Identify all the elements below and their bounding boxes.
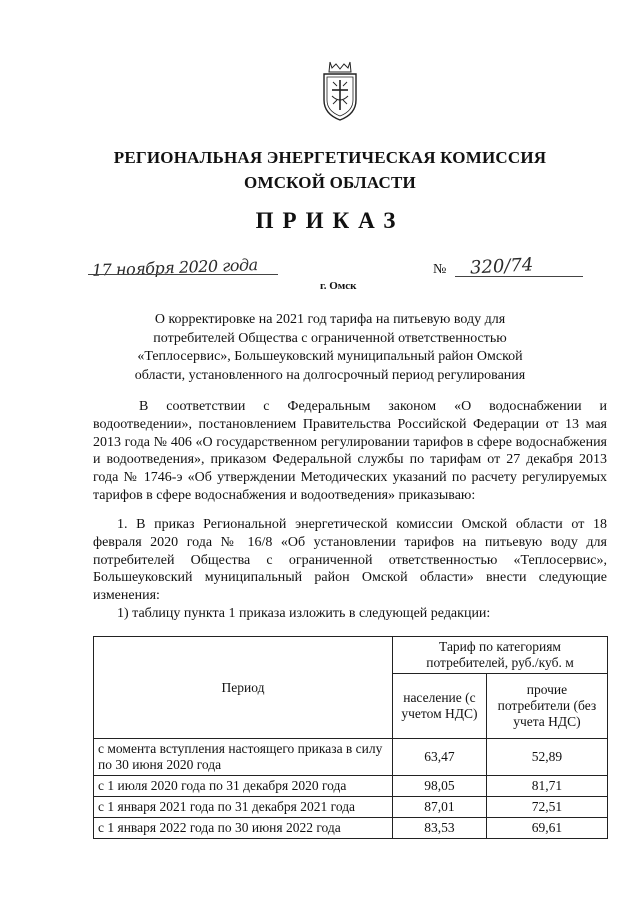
row-period: с 1 июля 2020 года по 31 декабря 2020 года	[94, 776, 393, 797]
paragraph-subitem-1: 1) таблицу пункта 1 приказа изложить в следующей редакции:	[117, 606, 491, 621]
city-label: г. Омск	[320, 280, 357, 292]
row-population-value: 83,53	[393, 818, 487, 839]
table-row	[94, 818, 608, 839]
tariff-table	[93, 636, 608, 839]
omsk-coat-of-arms-icon	[318, 60, 362, 122]
row-other-value: 52,89	[486, 739, 607, 776]
number-label: №	[433, 262, 447, 277]
table-row	[94, 776, 608, 797]
header-population: население (с учетом НДС)	[393, 674, 487, 739]
row-other-value: 81,71	[486, 776, 607, 797]
row-period: с 1 января 2021 года по 31 декабря 2021 года	[94, 797, 393, 818]
row-period: с 1 января 2022 года по 30 июня 2022 года	[94, 818, 393, 839]
row-population-value: 87,01	[393, 797, 487, 818]
row-period: с момента вступления настоящего приказа в силу по 30 июня 2020 года	[94, 739, 393, 776]
header-period: Период	[94, 637, 393, 739]
order-subject: О корректировке на 2021 год тарифа на питьевую воду для потребителей Общества с ограниченной ответственностью «Теплосервис», Большеуковский муниципальный район Омской области, установленного на долгосрочный период регулирования	[134, 312, 526, 383]
header-tariff: Тариф по категориям потребителей, руб./куб. м	[393, 637, 608, 674]
number-underline	[455, 276, 583, 277]
organization-name-line2: ОМСКОЙ ОБЛАСТИ	[244, 173, 416, 192]
paragraph-preamble: В соответствии с Федеральным законом «О водоснабжении и водоотведении», постановлением Правительства Российской Федерации от 13 мая 2013 года № 406 «О государственном регулировании тарифов в сфере водоснабжения и водоотведения», приказом Федеральной службы по тарифам от 27 декабря 2013 года № 1746-э «Об утверждении Методических указаний по расчету регулируемых тарифов в сфере водоснабжения и водоотведения» приказываю:	[93, 399, 607, 503]
handwritten-number: 320/74	[469, 254, 534, 279]
document-title: ПРИКАЗ	[255, 208, 405, 233]
date-underline	[88, 274, 278, 275]
row-population-value: 98,05	[393, 776, 487, 797]
row-other-value: 72,51	[486, 797, 607, 818]
handwritten-date: 17 ноября 2020 года	[91, 255, 258, 280]
table-row	[94, 797, 608, 818]
row-population-value: 63,47	[393, 739, 487, 776]
organization-name-line1: РЕГИОНАЛЬНАЯ ЭНЕРГЕТИЧЕСКАЯ КОМИССИЯ	[113, 148, 547, 167]
row-other-value: 69,61	[486, 818, 607, 839]
paragraph-item-1: 1. В приказ Региональной энергетической комиссии Омской области от 18 февраля 2020 года № 16/8 «Об установлении тарифов на питьевую воду для потребителей Общества с ограниченной ответственностью «Теплосервис», Большеуковский муниципальный район Омской области» внести следующие изменения:	[93, 517, 607, 604]
header-other-consumers: прочие потребители (без учета НДС)	[486, 674, 607, 739]
table-row	[94, 739, 608, 776]
